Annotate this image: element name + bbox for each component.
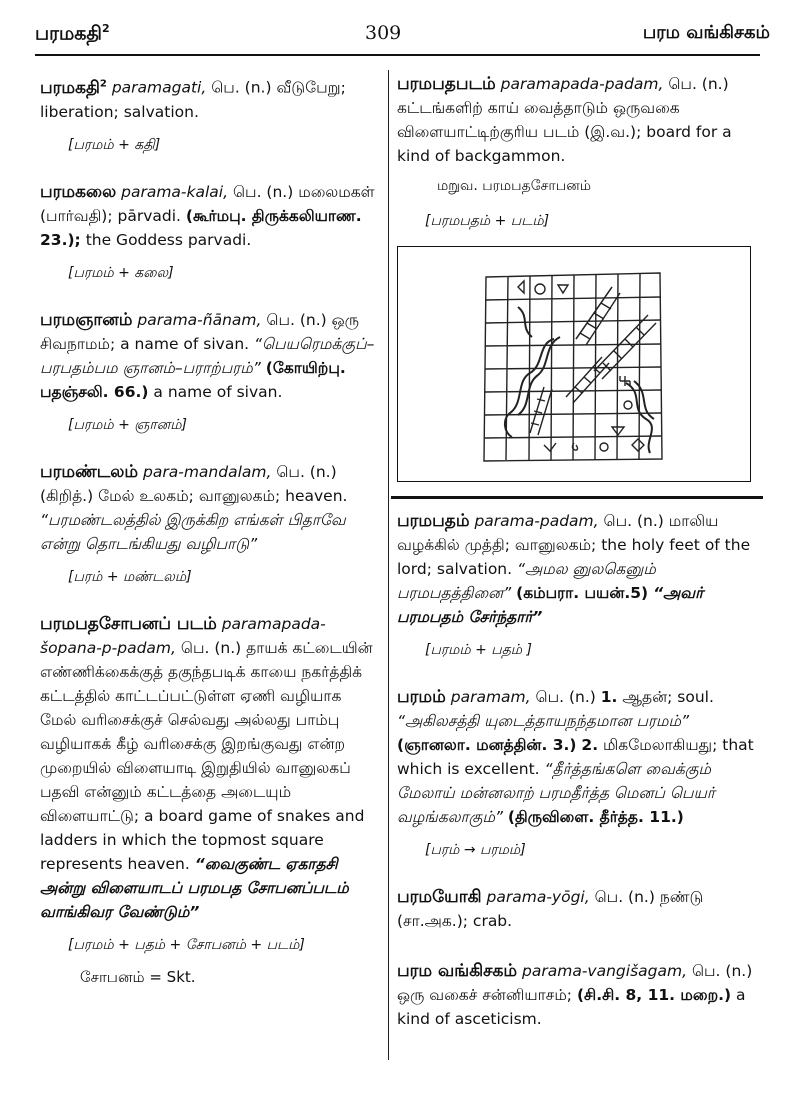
definition: நண்டு (சா.அக.); crab. [397,888,704,930]
entry-paramapadam [397,509,762,629]
entry-paramavangisagam [397,959,762,1031]
quotation: “பெயரெமக்குப்–பரபதம்பம ஞானம்–பராற்பரம்” [40,334,375,377]
entry-paramandalam [40,460,380,556]
language-note: சோபனம் = Skt. [80,967,196,986]
part-of-speech: பெ. (n.) [603,512,664,530]
transliteration: paramapada-padam, [500,75,664,93]
definition: வீடுபேறு; liberation; salvation. [40,78,346,121]
etymology: [பரம் → பரமம்] [425,842,526,858]
sense-number: 2. [581,736,599,754]
definition: தாயக் கட்டையின் எண்ணிக்கைக்குத் தகுந்தபடிக் காயை நகர்த்திக் கட்டத்தில் காட்டப்பட்டுள்ள ஏணி வழியாக மேல் வரிசைக்குச் செல்வது அல்லது பாம்பு வழியாகக் கீழ் வரிசைக்கு இறங்குவது என்ற முறையில் விளையாடி இறுதியில் வானுலகப் பதவி என்னும் கட்டத்தை அடையும் விளையாட்டு; [40,638,373,825]
page-number: 309 [365,22,402,44]
definition-english: board for a kind of backgammon. [397,123,732,165]
part-of-speech: பெ. (n.) [535,688,596,706]
quotation: “தீர்த்தங்களெ வைக்கும் மேலாய் மன்னலாற் பரமதீர்த்த மெனப் பெயர் வழங்கலாகும்” [397,760,715,826]
quotation: “அவர் பரமபதம் சேர்ந்தார்” [397,584,704,626]
definition: மலைமகள் (பார்வதி); pārvadi. [40,182,375,225]
etymology: [பரமம் + ஞானம்] [68,416,187,433]
etymology: [பரம் + மண்டலம்] [68,568,192,585]
reference: (கூர்மபு. திருக்கலியாண. 23.); [40,206,362,249]
definition: மேல் உலகம்; வானுலகம்; heaven. [98,486,348,505]
left-column [40,72,380,988]
headword: பரமகலை [40,181,117,202]
part-of-speech: பெ. (n.) [266,310,327,329]
entry-paramam [397,685,762,829]
definition-english: the holy feet of the lord; salvation. [397,536,751,578]
quotation: “வைகுண்ட ஏகாதசி அன்று விளையாடப் பரமபத சோபனப்படம் வாங்கிவர வேண்டும்” [40,854,349,921]
part-of-speech: பெ. (n.) [691,962,753,980]
transliteration: para-mandalam, [143,462,272,481]
transliteration: parama-padam, [474,512,599,530]
reference: (சி.சி. 8, 11. மறை.) [576,986,732,1004]
definition: மிகமேலாகியது; that which is excellent. [397,736,754,778]
definition: மாலிய வழக்கில் முத்தி; வானுலகம்; [397,512,719,554]
definition-english: a board game of snakes and ladders in which the topmost square represents heaven. [40,806,365,873]
definition-english: the Goddess parvadi. [85,230,252,249]
part-of-speech: பெ. (n.) (கிறித்.) [40,462,337,505]
synonym: மறுவ. பரமபதசோபனம் [437,178,591,194]
entry-paramakalai [40,180,380,252]
definition: ஒரு சிவநாமம்; a name of sivan. [40,310,359,353]
transliteration: paramapada-šopana-p-padam, [40,614,326,657]
etymology: [பரமபதம் + படம்] [425,213,550,229]
headword: பரமபதம் [397,511,470,531]
headword: பரமபதசோபனப் படம் [40,613,217,634]
etymology: [பரமம் + பதம் ] [425,642,532,658]
entry-paramapadasopanappadam [40,612,380,924]
transliteration: parama-yōgi, [486,888,590,906]
board-illustration [398,247,750,481]
part-of-speech: பெ. (n.) [668,75,729,93]
quotation: “அமல னுலகெனும் பரமபதத்தினை” [397,560,656,602]
transliteration: parama-ñānam, [137,310,262,329]
reference: (ஞானலா. மனத்தின். 3.) [397,736,577,754]
quotation: “பரமண்டலத்தில் இருக்கிற எங்கள் பிதாவே என்று தொடங்கியது வழிபாடு” [40,510,346,553]
reference: (கம்பரா. பயன்.5) [516,584,649,602]
sense-number: 1. [600,688,618,706]
etymology: [பரமம் + கதி] [68,136,161,153]
right-column [397,72,762,1041]
transliteration: paramagati, [111,78,207,97]
headword: பரமபதபடம் [397,74,496,94]
headword: பரமகதி$^2$ [40,77,107,98]
page-header [35,22,770,52]
definition: ஒரு வகைச் சன்னியாசம்; [397,986,573,1004]
part-of-speech: பெ. (n.) [594,888,655,906]
reference: (திருவிளை. தீர்த்த. 11.) [507,808,684,826]
entry-paramagati [40,72,380,124]
entry-paramananam [40,308,380,404]
quotation: “அகிலசத்தி யுடைத்தாயநந்தமான பரமம்” [397,712,690,730]
entry-paramapadapadam [397,72,762,168]
part-of-speech: பெ. (n.) [180,638,242,657]
snakes-and-ladders-figure [397,246,751,482]
transliteration: parama-vangišagam, [522,962,688,980]
definition: கட்டங்களிற் காய் வைத்தாடும் ஒருவகை விளையாட்டிற்குரிய படம் (இ.வ.); [397,99,680,141]
headword: பரமஞானம் [40,309,133,330]
part-of-speech: பெ. (n.) [211,78,272,97]
header-rule [35,54,760,56]
figure-rule [391,496,763,499]
header-right-guideword: பரம வங்கிசகம் [642,22,770,43]
definition-english: a kind of asceticism. [397,986,746,1028]
headword: பரமண்டலம் [40,461,139,482]
reference: (கோயிற்பு. பதஞ்சலி. 66.) [40,358,346,401]
column-divider [388,70,389,1060]
part-of-speech: பெ. (n.) [232,182,294,201]
transliteration: parama-kalai, [121,182,229,201]
definition: ஆதன்; soul. [622,688,714,706]
headword: பரமயோகி [397,887,482,907]
header-left-guideword: பரமகதி$^2$ [35,22,110,45]
definition-english: a name of sivan. [153,382,283,401]
headword: பரமம் [397,687,446,707]
entry-paramayogi [397,885,762,933]
etymology: [பரமம் + கலை] [68,264,174,281]
transliteration: paramam, [450,688,531,706]
headword: பரம வங்கிசகம் [397,961,518,981]
etymology: [பரமம் + பதம் + சோபனம் + படம்] [68,936,305,953]
